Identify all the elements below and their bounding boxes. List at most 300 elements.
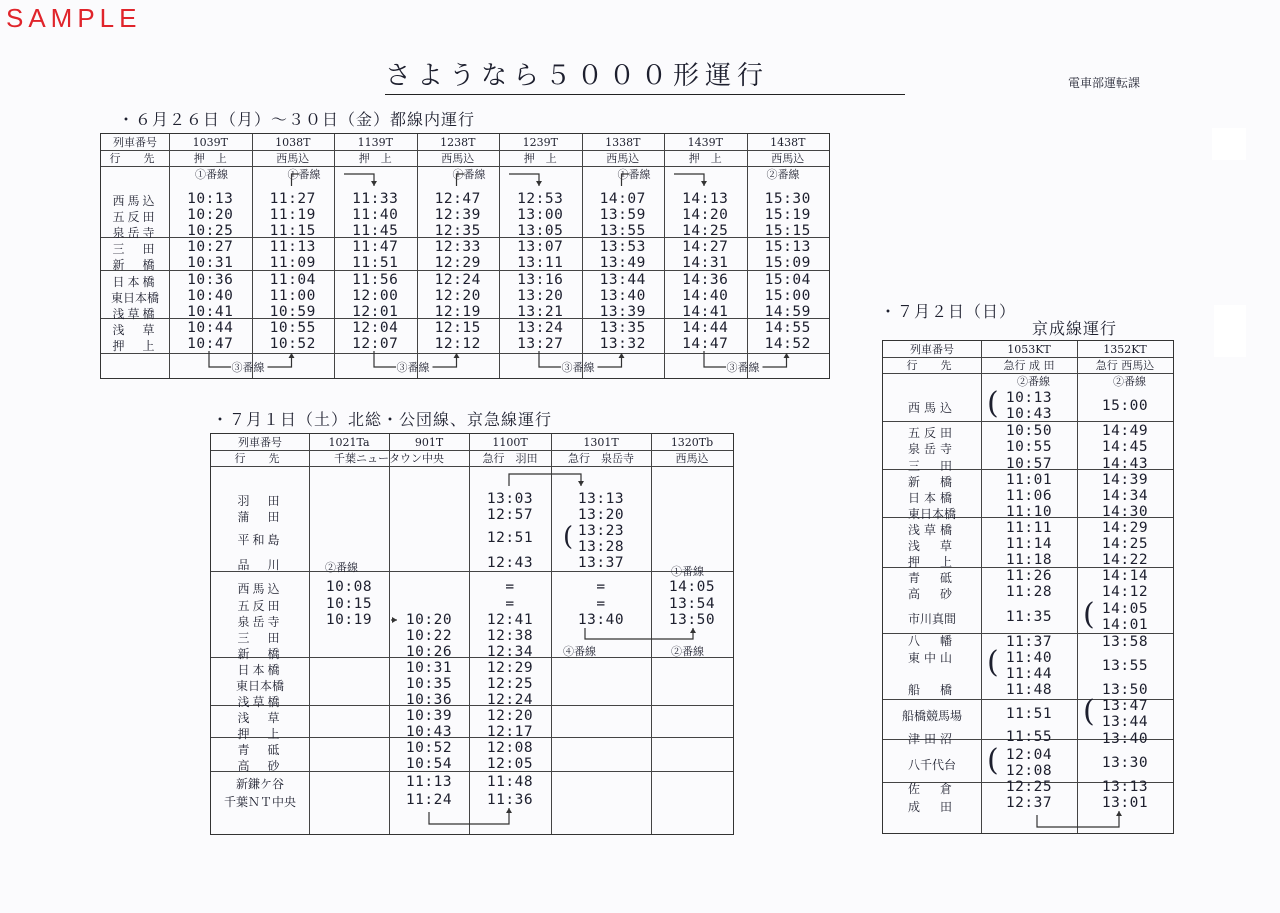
train-destination: 押 上 xyxy=(358,152,392,165)
column-divider xyxy=(651,434,652,834)
departure-time: 12:08 xyxy=(486,740,534,756)
column-divider xyxy=(309,434,310,834)
transfer-line xyxy=(509,174,539,186)
arrow-head xyxy=(701,181,707,186)
station-name: 青 砥 xyxy=(237,743,283,757)
train-destination: 西馬込 xyxy=(441,152,475,165)
station-name: 日本橋 xyxy=(112,275,158,289)
departure-time: 13:40 xyxy=(577,612,625,628)
departure-time: 15:15 xyxy=(764,223,811,239)
departure-time: 10:55 xyxy=(1005,439,1053,455)
departure-time: 12:47 xyxy=(434,191,481,207)
departure-time: 13:50 xyxy=(1101,682,1149,698)
departure-time: 12:04 xyxy=(1005,747,1053,763)
departure-time: 10:36 xyxy=(187,272,234,288)
station-name: 泉岳寺 xyxy=(112,226,158,240)
transfer-line xyxy=(509,474,581,486)
departure-time: 10:57 xyxy=(1005,456,1053,472)
departure-time: 13:07 xyxy=(517,239,564,255)
train-number-label: 列車番号 xyxy=(113,136,157,149)
departure-time: 11:11 xyxy=(1005,520,1053,536)
departure-time: 14:12 xyxy=(1101,584,1149,600)
station-name: 五反田 xyxy=(237,599,283,613)
station-name: 佐 倉 xyxy=(907,782,956,796)
departure-time: 14:47 xyxy=(682,336,729,352)
station-name: 浅草橋 xyxy=(907,523,956,537)
platform-note: ②番線 xyxy=(1113,375,1146,388)
departure-time: 14:22 xyxy=(1101,552,1149,568)
station-name: 高 砂 xyxy=(237,759,283,773)
departure-time: 10:13 xyxy=(187,191,234,207)
departure-time: 15:30 xyxy=(764,191,811,207)
arrow-head xyxy=(578,481,584,486)
station-name: 日本橋 xyxy=(907,491,956,505)
departure-time: 11:01 xyxy=(1005,472,1053,488)
departure-time: 11:35 xyxy=(1005,609,1053,625)
platform-note: ③番線 xyxy=(396,361,430,374)
transfer-line xyxy=(433,353,457,367)
departure-time: 12:24 xyxy=(434,272,481,288)
departure-time: 12:29 xyxy=(434,255,481,271)
departure-time: 15:13 xyxy=(764,239,811,255)
departure-time: 11:13 xyxy=(269,239,316,255)
section-heading-july1: ・７月１日（土）北総・公団線、京急線運行 xyxy=(212,410,553,429)
departure-time: 14:44 xyxy=(682,320,729,336)
departure-time: 11:51 xyxy=(1005,706,1053,722)
departure-time: 13:32 xyxy=(599,336,646,352)
destination-label: 行 先 xyxy=(234,452,286,465)
train-destination: 急行 成 田 xyxy=(1003,359,1055,372)
train-destination: 押 上 xyxy=(193,152,227,165)
sample-watermark: SAMPLE xyxy=(6,3,142,33)
timetable-june xyxy=(100,133,830,379)
departure-time: = xyxy=(505,596,515,612)
station-name: 東日本橋 xyxy=(235,679,284,693)
departure-time: 14:36 xyxy=(682,272,729,288)
departure-time: 12:34 xyxy=(486,644,534,660)
bracket-mark: ( xyxy=(1083,694,1095,729)
departure-time: 11:56 xyxy=(352,272,399,288)
transfer-line xyxy=(763,353,787,367)
departure-time: 13:13 xyxy=(1101,779,1149,795)
arrow-head xyxy=(506,808,512,813)
arrow-head xyxy=(536,181,542,186)
departure-time: 12:38 xyxy=(486,628,534,644)
departure-time: 13:40 xyxy=(599,288,646,304)
departure-time: 12:12 xyxy=(434,336,481,352)
departure-time: 11:33 xyxy=(352,191,399,207)
departure-time: 13:03 xyxy=(486,491,534,507)
departure-time: 14:25 xyxy=(682,223,729,239)
departure-time: 10:20 xyxy=(405,612,453,628)
departure-time: 10:35 xyxy=(405,676,453,692)
departure-time: 12:24 xyxy=(486,692,534,708)
departure-time: 13:35 xyxy=(599,320,646,336)
departure-time: 12:05 xyxy=(486,756,534,772)
station-name: 船 橋 xyxy=(907,683,956,697)
departure-time: 14:07 xyxy=(599,191,646,207)
bracket-mark: ( xyxy=(987,743,999,778)
train-destination: 急行 泉岳寺 xyxy=(568,452,634,465)
platform-note: ①番線 xyxy=(195,168,228,181)
departure-time: 10:27 xyxy=(187,239,234,255)
station-name: 成 田 xyxy=(907,800,956,814)
station-name: 泉岳寺 xyxy=(907,442,956,456)
bracket-mark: ( xyxy=(987,386,999,421)
bracket-mark: ( xyxy=(563,522,574,552)
train-destination: 押 上 xyxy=(523,152,557,165)
departure-time: 11:26 xyxy=(1005,568,1053,584)
departure-time: 11:36 xyxy=(486,792,534,808)
departure-time: 11:04 xyxy=(269,272,316,288)
train-destination: 西馬込 xyxy=(606,152,640,165)
departure-time: 11:28 xyxy=(1005,584,1053,600)
station-name: 新 橋 xyxy=(112,258,158,272)
departure-time: 13:24 xyxy=(517,320,564,336)
station-name: 押 上 xyxy=(237,727,283,741)
departure-time: 10:08 xyxy=(325,579,373,595)
timetable-july1 xyxy=(210,433,734,835)
departure-time: 10:13 xyxy=(1005,390,1053,406)
departure-time: 14:05 xyxy=(1101,601,1149,617)
station-name: 日本橋 xyxy=(237,663,283,677)
departure-time: 13:55 xyxy=(1101,658,1149,674)
departure-time: 13:40 xyxy=(1101,731,1149,747)
departure-time: 12:17 xyxy=(486,724,534,740)
station-name: 八 幡 xyxy=(907,634,956,648)
train-destination: 急行 羽田 xyxy=(482,452,538,465)
platform-note: ①番線 xyxy=(671,565,704,578)
station-name: 三 田 xyxy=(907,459,956,473)
departure-time: 13:13 xyxy=(577,491,625,507)
row-divider xyxy=(101,353,829,354)
departure-time: 11:19 xyxy=(269,207,316,223)
station-name: 市川真間 xyxy=(907,612,956,626)
departure-time: 14:52 xyxy=(764,336,811,352)
station-name: 青 砥 xyxy=(907,571,956,585)
departure-time: 14:05 xyxy=(668,579,716,595)
timetable-july2 xyxy=(882,340,1174,834)
departure-time: 15:04 xyxy=(764,272,811,288)
departure-time: 15:00 xyxy=(764,288,811,304)
departure-time: 11:24 xyxy=(405,792,453,808)
station-name: 東日本橋 xyxy=(907,507,956,521)
station-name: 東日本橋 xyxy=(110,291,159,305)
departure-time: 13:54 xyxy=(668,596,716,612)
departure-time: 12:37 xyxy=(1005,795,1053,811)
station-name: 千葉ＮＴ中央 xyxy=(223,795,296,809)
departure-time: 10:25 xyxy=(187,223,234,239)
departure-time: 13:58 xyxy=(1101,634,1149,650)
departure-time: 12:57 xyxy=(486,507,534,523)
train-destination: 押 上 xyxy=(688,152,722,165)
departure-time: 10:47 xyxy=(187,336,234,352)
departure-time: 13:21 xyxy=(517,304,564,320)
departure-time: 13:16 xyxy=(517,272,564,288)
departure-time: 10:41 xyxy=(187,304,234,320)
department-name: 電車部運転課 xyxy=(1068,76,1141,90)
train-number: 1320Tb xyxy=(670,436,714,449)
departure-time: 10:19 xyxy=(325,612,373,628)
departure-time: 12:20 xyxy=(434,288,481,304)
departure-time: 11:09 xyxy=(269,255,316,271)
station-name: 押 上 xyxy=(907,555,956,569)
station-name: 三 田 xyxy=(112,242,158,256)
departure-time: 14:45 xyxy=(1101,439,1149,455)
departure-time: 13:20 xyxy=(517,288,564,304)
departure-time: 12:25 xyxy=(1005,779,1053,795)
arrow-head xyxy=(690,628,696,633)
station-name: 西馬込 xyxy=(907,401,956,415)
section-heading-june: ・６月２６日（月）～３０日（金）都線内運行 xyxy=(118,110,476,129)
departure-time: 13:50 xyxy=(668,612,716,628)
departure-time: = xyxy=(596,579,606,595)
platform-note: ②番線 xyxy=(325,561,358,574)
train-number: 1053KT xyxy=(1007,343,1051,356)
transfer-line xyxy=(674,174,704,186)
station-name: 品 川 xyxy=(237,558,283,572)
station-name: 東中山 xyxy=(907,651,956,665)
departure-time: 13:11 xyxy=(517,255,564,271)
transfer-line xyxy=(1037,811,1119,827)
departure-time: 12:19 xyxy=(434,304,481,320)
departure-time: 10:39 xyxy=(405,708,453,724)
departure-time: 12:07 xyxy=(352,336,399,352)
departure-time: 14:29 xyxy=(1101,520,1149,536)
departure-time: 12:39 xyxy=(434,207,481,223)
departure-time: = xyxy=(596,596,606,612)
station-name: 羽 田 xyxy=(237,494,283,508)
platform-note: ②番線 xyxy=(671,645,704,658)
station-name: 五反田 xyxy=(907,426,956,440)
bracket-mark: ( xyxy=(1083,597,1095,632)
departure-time: 14:41 xyxy=(682,304,729,320)
platform-note: ①番線 xyxy=(452,168,486,181)
departure-time: 10:43 xyxy=(405,724,453,740)
departure-time: 10:31 xyxy=(405,660,453,676)
departure-time: 13:47 xyxy=(1101,698,1149,714)
departure-time: 14:55 xyxy=(764,320,811,336)
row-divider xyxy=(101,166,829,167)
departure-time: 14:39 xyxy=(1101,472,1149,488)
row-divider xyxy=(883,373,1173,374)
departure-time: 14:43 xyxy=(1101,456,1149,472)
platform-note: ③番線 xyxy=(231,361,265,374)
departure-time: 12:35 xyxy=(434,223,481,239)
departure-time: 14:27 xyxy=(682,239,729,255)
station-name: 新鎌ケ谷 xyxy=(235,777,284,791)
platform-note: ②番線 xyxy=(766,168,800,181)
station-name: 浅草橋 xyxy=(112,307,158,321)
departure-time: 11:14 xyxy=(1005,536,1053,552)
departure-time: 13:27 xyxy=(517,336,564,352)
section-heading-july2: ・７月２日（日） xyxy=(880,302,1017,321)
train-destination: 西馬込 xyxy=(675,452,709,465)
departure-time: 11:18 xyxy=(1005,552,1053,568)
transfer-line xyxy=(344,174,374,186)
departure-time: 12:25 xyxy=(486,676,534,692)
train-number: 1438T xyxy=(770,136,806,149)
train-number: 1038T xyxy=(275,136,311,149)
departure-time: 12:33 xyxy=(434,239,481,255)
departure-time: 13:28 xyxy=(577,539,625,555)
departure-time: 11:00 xyxy=(269,288,316,304)
departure-time: 11:45 xyxy=(352,223,399,239)
departure-time: 14:34 xyxy=(1101,488,1149,504)
destination-label: 行 先 xyxy=(906,359,958,372)
station-name: 新 橋 xyxy=(907,475,956,489)
departure-time: 14:01 xyxy=(1101,617,1149,633)
station-name: 浅 草 xyxy=(907,539,956,553)
departure-time: 13:49 xyxy=(599,255,646,271)
departure-time: 11:48 xyxy=(486,774,534,790)
departure-time: 11:27 xyxy=(269,191,316,207)
departure-time: 14:59 xyxy=(764,304,811,320)
train-destination: 急行 西馬込 xyxy=(1095,359,1155,372)
departure-time: 10:15 xyxy=(325,596,373,612)
departure-time: 13:20 xyxy=(577,507,625,523)
station-name: 高 砂 xyxy=(907,587,956,601)
station-name: 八千代台 xyxy=(907,758,956,772)
station-name: 西馬込 xyxy=(112,194,158,208)
departure-time: 12:08 xyxy=(1005,763,1053,779)
departure-time: 12:00 xyxy=(352,288,399,304)
departure-time: 10:26 xyxy=(405,644,453,660)
departure-time: 13:05 xyxy=(517,223,564,239)
page-title: さようなら５０００形運行 xyxy=(385,55,905,95)
train-number-label: 列車番号 xyxy=(238,436,282,449)
station-name: 三 田 xyxy=(237,631,283,645)
departure-time: 13:00 xyxy=(517,207,564,223)
arrow-head xyxy=(371,181,377,186)
destination-label: 行 先 xyxy=(109,152,161,165)
blank-patch xyxy=(1214,305,1246,357)
departure-time: 10:52 xyxy=(405,740,453,756)
departure-time: 10:31 xyxy=(187,255,234,271)
departure-time: = xyxy=(505,579,515,595)
station-name: 船橋競馬場 xyxy=(901,709,962,723)
departure-time: 11:44 xyxy=(1005,666,1053,682)
departure-time: 13:37 xyxy=(577,555,625,571)
departure-time: 11:51 xyxy=(352,255,399,271)
departure-time: 10:44 xyxy=(187,320,234,336)
blank-patch xyxy=(1212,128,1246,160)
departure-time: 13:59 xyxy=(599,207,646,223)
train-number: 1439T xyxy=(687,136,723,149)
departure-time: 11:48 xyxy=(1005,682,1053,698)
departure-time: 11:40 xyxy=(352,207,399,223)
departure-time: 14:20 xyxy=(682,207,729,223)
station-name: 押 上 xyxy=(112,339,158,353)
train-number: 1338T xyxy=(605,136,641,149)
train-number: 1021Ta xyxy=(328,436,370,449)
station-name: 平和島 xyxy=(237,533,283,547)
train-number: 1139T xyxy=(357,136,393,149)
train-destination: 西馬込 xyxy=(276,152,310,165)
departure-time: 14:40 xyxy=(682,288,729,304)
departure-time: 13:44 xyxy=(599,272,646,288)
departure-time: 14:30 xyxy=(1101,504,1149,520)
station-name: 浅 草 xyxy=(112,323,158,337)
departure-time: 14:14 xyxy=(1101,568,1149,584)
section-subheading-keisei: 京成線運行 xyxy=(1032,319,1118,338)
train-number: 1039T xyxy=(192,136,228,149)
departure-time: 14:49 xyxy=(1101,423,1149,439)
departure-time: 14:31 xyxy=(682,255,729,271)
departure-time: 12:15 xyxy=(434,320,481,336)
departure-time: 11:55 xyxy=(1005,729,1053,745)
train-number: 1100T xyxy=(492,436,528,449)
departure-time: 10:54 xyxy=(405,756,453,772)
train-destination: 千葉ニュータウン中央 xyxy=(334,452,444,465)
station-name: 西馬込 xyxy=(237,582,283,596)
transfer-line xyxy=(268,353,292,367)
transfer-line xyxy=(598,353,622,367)
train-number-label: 列車番号 xyxy=(910,343,954,356)
departure-time: 12:51 xyxy=(486,530,534,546)
departure-time: 12:01 xyxy=(352,304,399,320)
departure-time: 12:20 xyxy=(486,708,534,724)
departure-time: 11:47 xyxy=(352,239,399,255)
departure-time: 15:19 xyxy=(764,207,811,223)
departure-time: 12:04 xyxy=(352,320,399,336)
departure-time: 13:30 xyxy=(1101,755,1149,771)
station-name: 浅 草 xyxy=(237,711,283,725)
platform-note: ④番線 xyxy=(563,645,596,658)
departure-time: 14:13 xyxy=(682,191,729,207)
departure-time: 11:37 xyxy=(1005,634,1053,650)
departure-time: 11:10 xyxy=(1005,504,1053,520)
platform-note: ①番線 xyxy=(287,168,321,181)
departure-time: 11:40 xyxy=(1005,650,1053,666)
departure-time: 10:59 xyxy=(269,304,316,320)
row-divider xyxy=(211,466,733,467)
train-number: 1301T xyxy=(583,436,619,449)
departure-time: 11:13 xyxy=(405,774,453,790)
train-number: 1352KT xyxy=(1103,343,1147,356)
departure-time: 10:50 xyxy=(1005,423,1053,439)
departure-time: 12:29 xyxy=(486,660,534,676)
station-name: 五反田 xyxy=(112,210,158,224)
station-name: 津田沼 xyxy=(907,732,956,746)
departure-time: 14:25 xyxy=(1101,536,1149,552)
departure-time: 12:41 xyxy=(486,612,534,628)
departure-time: 13:53 xyxy=(599,239,646,255)
departure-time: 12:53 xyxy=(517,191,564,207)
station-name: 泉岳寺 xyxy=(237,615,283,629)
train-number: 901T xyxy=(414,436,444,449)
departure-time: 15:09 xyxy=(764,255,811,271)
train-destination: 西馬込 xyxy=(771,152,805,165)
departure-time: 10:22 xyxy=(405,628,453,644)
departure-time: 13:44 xyxy=(1101,714,1149,730)
arrow-head xyxy=(1116,811,1122,816)
departure-time: 10:43 xyxy=(1005,406,1053,422)
departure-time: 10:52 xyxy=(269,336,316,352)
platform-note: ②番線 xyxy=(1017,375,1050,388)
departure-time: 10:20 xyxy=(187,207,234,223)
bracket-mark: ( xyxy=(987,645,999,680)
departure-time: 13:01 xyxy=(1101,795,1149,811)
transfer-line xyxy=(585,628,693,639)
train-number: 1239T xyxy=(522,136,558,149)
departure-time: 11:06 xyxy=(1005,488,1053,504)
departure-time: 10:36 xyxy=(405,692,453,708)
departure-time: 10:40 xyxy=(187,288,234,304)
train-number: 1238T xyxy=(440,136,476,149)
station-name: 浅草橋 xyxy=(237,695,283,709)
platform-note: ③番線 xyxy=(561,361,595,374)
